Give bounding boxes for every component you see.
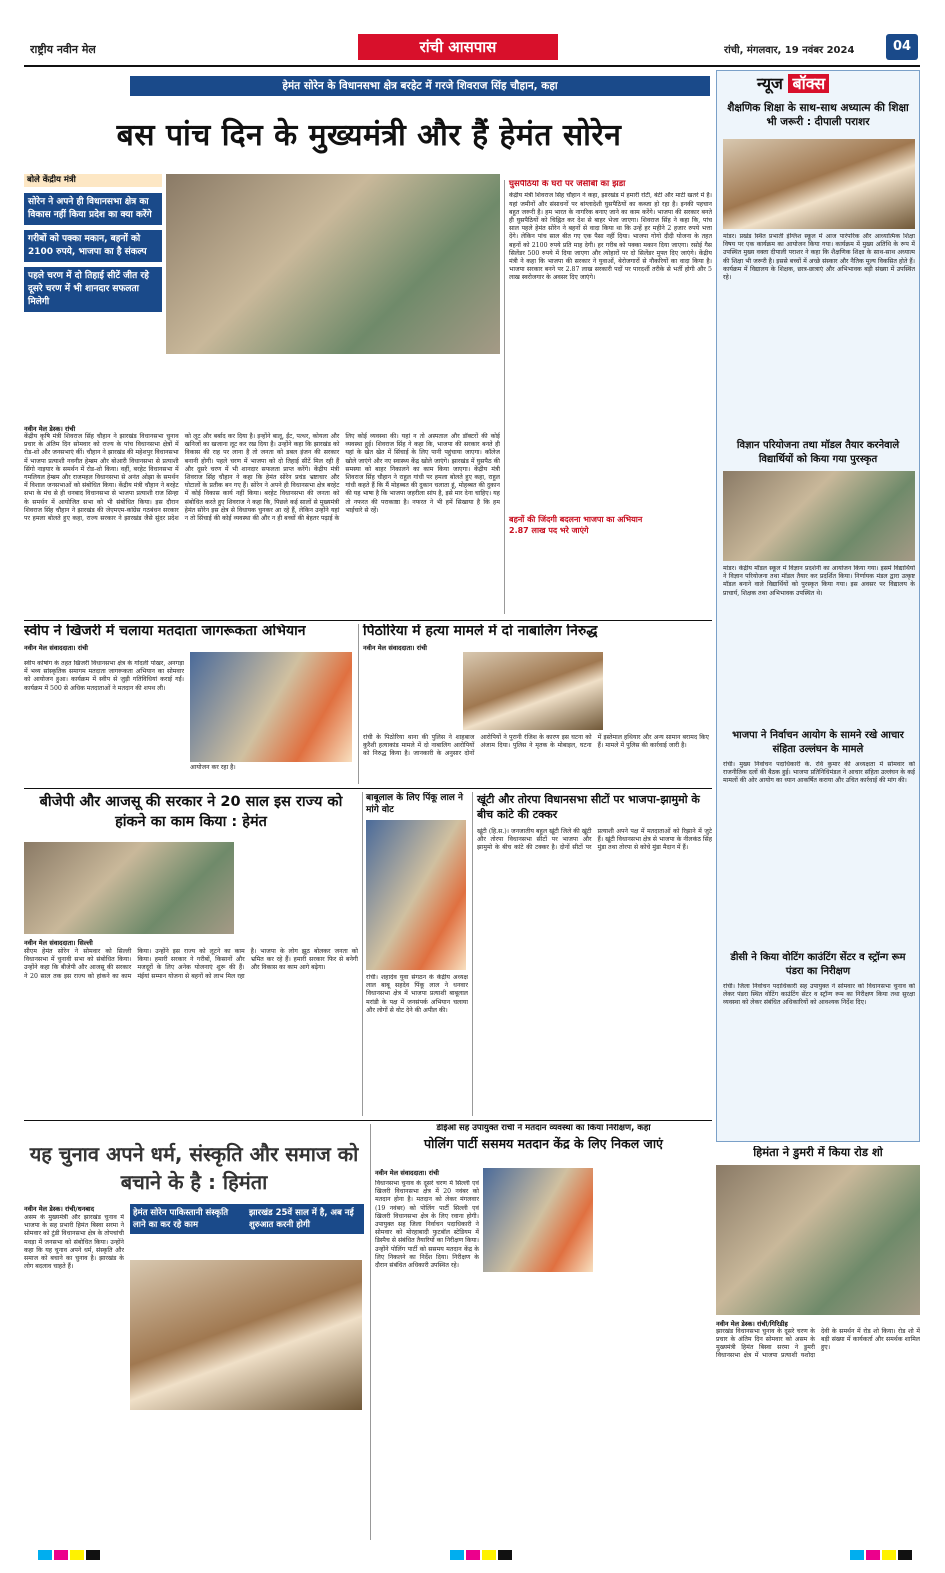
himanta-religion-block: [24, 1140, 364, 1540]
registration-mark-magenta: [54, 1550, 68, 1560]
lead-quote-2: गरीबों को पक्का मकान, बहनों को 2100 रुपये, भाजपा का है संकल्प: [24, 230, 162, 262]
row-rule-2: [24, 788, 712, 789]
lead-headline: बस पांच दिन के मुख्यमंत्री और हैं हेमंत सोरेन: [116, 118, 622, 153]
pithoria-headline: पिठोरिया में हत्या मामले में दो नाबालिग निरुद्ध: [363, 624, 598, 639]
lead-quote-3: पहले चरण में दो तिहाई सीटें जीत रहे दूसरे चरण में भी शानदार सफलता मिलेगी: [24, 267, 162, 312]
sweep-byline: नवीन मेल संवाददाता। रांची: [24, 644, 88, 653]
registration-mark-cyan: [38, 1550, 52, 1560]
babulal-kicker: बाबूलाल के लिए पिंकू लाल ने मांगे वोट: [366, 793, 464, 815]
polling-body: विधानसभा चुनाव के दूसरे चरण में सिल्ली एवं खिजरी विधानसभा क्षेत्र में 20 नवंबर को मतदान होना है। मतदान को लेकर मंगलवार (19 नवंबर) को पोलिंग पार्टी सिल्ली एवं खिजरी विधानसभा क्षेत्र के लिए रवाना होगी। उपायुक्त सह जिला निर्वाचन पदाधिकारी ने सोमवार को मोरहाबादी फुटबॉल स्टेडियम में डिस्पैच से संबंधित तैयारियों का निरीक्षण किया। उन्होंने पोलिंग पार्टी को ससमय मतदान केंद्र के लिए निकलने का निर्देश दिया। निरीक्षण के दौरान संबंधित अधिकारी उपस्थित रहे।: [375, 1180, 479, 1270]
registration-mark-cyan-2: [450, 1550, 464, 1560]
himanta-religion-box-2: झारखंड 25वें साल में है, अब नई शुरुआत करनी होगी: [246, 1204, 364, 1234]
pithoria-photo: [463, 652, 603, 730]
bjp-ajsu-byline: नवीन मेल संवाददाता। सिल्ली: [24, 939, 93, 947]
himanta-religion-photo: [130, 1260, 362, 1410]
lead-photo: [166, 174, 500, 354]
news-item-1-photo: [723, 139, 915, 229]
himanta-dumri-headline: हिमंता ने डुमरी में किया रोड शो: [753, 1146, 883, 1159]
intruders-block: [504, 180, 712, 614]
lead-side-kicker: बोले केंद्रीय मंत्री: [24, 174, 162, 187]
registration-mark-yellow: [70, 1550, 84, 1560]
news-item-1-headline: शैक्षणिक शिक्षा के साथ-साथ अध्यात्म की शिक्षा भी जरूरी : दीपाली पराशर: [727, 102, 909, 128]
sweep-block: [24, 624, 354, 784]
lead-byline: नवीन मेल डेस्क। रांची: [24, 425, 76, 433]
row-rule-1: [24, 620, 712, 621]
bjp-ajsu-headline: बीजेपी और आजसू की सरकार ने 20 साल इस राज्य को हांकने का काम किया : हेमंत: [39, 794, 343, 830]
polling-kicker: डीईओ सह उपायुक्त रांची ने मतदान व्यवस्था का किया निरीक्षण, कहा: [436, 1124, 651, 1133]
polling-byline: नवीन मेल संवाददाता। रांची: [375, 1169, 439, 1177]
himanta-dumri-byline: नवीन मेल डेस्क। रांची/गिरिडीह: [716, 1319, 788, 1328]
intruders-sub-2: 2.87 लाख पद भरे जाएंगे: [509, 526, 589, 536]
section-banner: रांची आसपास: [358, 34, 558, 60]
news-item-2-photo: [723, 471, 915, 561]
news-item-2-body: मांडर। केंद्रीय मॉडल स्कूल में विज्ञान प्रदर्शनी का आयोजन किया गया। इसमें विद्यार्थियों ने विज्ञान परियोजना तथा मॉडल तैयार कर प्रदर्शित किया। निर्णायक मंडल द्वारा उत्कृष्ट मॉडल बनाने वाले विद्यार्थियों को पुरस्कृत किया गया। इस अवसर पर विद्यालय के प्राचार्य, शिक्षक तथा अभिभावक उपस्थित थे।: [723, 565, 915, 597]
bjp-ajsu-block: [24, 792, 358, 1116]
lead-quote-1: सोरेन ने अपने ही विधानसभा क्षेत्र का विकास नहीं किया प्रदेश का क्या करेंगे: [24, 193, 162, 225]
sweep-body: स्वीप कोषांग के तहत खिजरी विधानसभा क्षेत्र के गोंदली पोखर, अनगड़ा में भव्य सांस्कृतिक समागम मतदाता जागरूकता अभियान का सोमवार को आयोजन हुआ। कार्यक्रम में स्वीप से जुड़ी गतिविधियां कराई गईं। कार्यक्रम में 500 से अधिक मतदाताओं ने मतदान की शपथ ली।: [24, 660, 184, 692]
registration-mark-cyan-3: [850, 1550, 864, 1560]
khunti-body: खूंटी (हि.स.)। जनजातीय बहुल खूंटी जिले की खूंटी और तोरपा विधानसभा सीटों पर भाजपा और झामुमो के बीच कांटे की टक्कर है। दोनों सीटों पर प्रत्याशी अपने पक्ष में मतदाताओं को रिझाने में जुटे हैं। खूंटी विधानसभा क्षेत्र से भाजपा के नीलकंठ सिंह मुंडा तथा तोरपा से कोचे मुंडा मैदान में हैं।: [477, 828, 712, 852]
news-box: [716, 70, 920, 1142]
masthead: [24, 34, 920, 64]
news-box-title-a: न्यूज: [757, 74, 783, 93]
news-box-title: [757, 75, 829, 93]
pithoria-byline: नवीन मेल संवाददाता। रांची: [363, 644, 427, 653]
himanta-religion-box-1: हेमंत सोरेन पाकिस्तानी संस्कृति लाने का कर रहे काम: [130, 1204, 246, 1234]
intruders-kicker: घुसपैठियों के घरों पर जेसीबी का झंडा: [509, 180, 626, 189]
news-item-4-headline: डीसी ने किया वोटिंग काउंटिंग सेंटर व स्ट्रॉन्ग रूम पंडरा का निरीक्षण: [730, 952, 906, 977]
registration-mark-yellow-3: [882, 1550, 896, 1560]
sweep-caption: आयोजन कर रहा है।: [190, 764, 236, 771]
registration-mark-yellow-2: [482, 1550, 496, 1560]
registration-mark-black-3: [898, 1550, 912, 1560]
paper-name: राष्ट्रीय नवीन मेल: [30, 43, 96, 56]
sweep-photo: [190, 652, 352, 762]
bjp-ajsu-body: सीएम हेमंत सोरेन ने सोमवार को सिल्ली विधानसभा में चुनावी सभा को संबोधित किया। उन्होंने कहा कि बीजेपी और आजसू की सरकार ने 20 साल तक इस राज्य को हांकने का काम किया। उन्होंने इस राज्य को लूटने का काम किया। हमारी सरकार ने गरीबों, किसानों और मजदूरों के लिए अनेक योजनाएं शुरू की हैं। मंईयां सम्मान योजना से बहनों को लाभ मिल रहा है। भाजपा के लोग झूठ बोलकर जनता को भ्रमित कर रहे हैं। हमारी सरकार फिर से बनेगी और विकास का काम आगे बढ़ेगा।: [24, 948, 358, 980]
bjp-ajsu-photo: [24, 842, 234, 934]
khunti-block: [472, 792, 712, 1116]
intruders-sub-1: बहनों की जिंदगी बदलना भाजपा का अभियान: [509, 515, 643, 525]
himanta-religion-body: असम के मुख्यमंत्री और झारखंड चुनाव में भाजपा के सह प्रभारी हिमंत बिस्वा सरमा ने सोमवार को टुंडी विधानसभा क्षेत्र के तोपचांची मवड़ा में जनसभा को संबोधित किया। उन्होंने कहा कि यह चुनाव अपने धर्म, संस्कृति और समाज को बचाने का चुनाव है। झारखंड के लोग बदलाव चाहते हैं।: [24, 1214, 124, 1271]
polling-headline: पोलिंग पार्टी ससमय मतदान केंद्र के लिए निकल जाएं: [424, 1136, 663, 1152]
intruders-body: केंद्रीय मंत्री शिवराज सिंह चौहान ने कहा, झारखंड में हमारी रोटी, बेटी और माटी खतरे में है। यहां जमीनों और संसाधनों पर बांग्लादेशी घुसपैठियों का कब्जा हो रहा है। इनकी पहचान बहुत जरूरी है। हम भारत के नागरिक बनाए जाने का काम करेंगे। भाजपा की सरकार बनते ही घुसपैठियों को चिह्नित कर देश से बाहर भेजा जाएगा। शिवराज सिंह ने कहा कि, पांच साल पहले हेमंत सोरेन ने बहनों से वादा किया था कि उन्हें हर महीने 2 हजार रुपये भत्ता देंगे। लेकिन पांच साल बीत गए एक पैसा नहीं दिया। भाजपा गोगो दीदी योजना के तहत बहनों को 2100 रुपये प्रति माह देगी। हर गरीब को पक्का मकान दिया जाएगा। रसोई गैस सिलेंडर 500 रुपये में दिया जाएगा और त्योहारों पर दो सिलेंडर मुफ्त दिए जाएंगे। केंद्रीय मंत्री ने कहा कि भाजपा की सरकार ने युवाओं, बेरोजगारों से नौकरियों का वादा किया है। भाजपा सरकार बनने पर 2.87 लाख सरकारी पदों पर पारदर्शी तरीके से भर्ती होगी और 5 लाख स्वरोजगार के अवसर दिए जाएंगे।: [509, 192, 712, 282]
registration-mark-black: [86, 1550, 100, 1560]
pithoria-block: [358, 624, 712, 784]
himanta-religion-headline: यह चुनाव अपने धर्म, संस्कृति और समाज को बचाने के है : हिमंता: [29, 1142, 359, 1194]
babulal-body: रांची। शहादेव युवा संगठन के केंद्रीय अध्यक्ष लाल बाबू सहदेव पिंकू लाल ने धनवार विधानसभा क्षेत्र में भाजपा प्रत्याशी बाबूलाल मरांडी के पक्ष में जनसंपर्क अभियान चलाया और लोगों से वोट देने की अपील की।: [366, 974, 468, 1014]
row-rule-3: [24, 1120, 712, 1121]
pithoria-body: रांची के पिठोरिया थाना की पुलिस ने शाहबाज कुरैशी हत्याकांड मामले में दो नाबालिग आरोपियों को निरुद्ध किया है। जानकारी के अनुसार दोनों आरोपियों ने पुरानी रंजिश के कारण इस घटना को अंजाम दिया। पुलिस ने मृतक के मोबाइल, घटना में इस्तेमाल हथियार और अन्य सामान बरामद किए हैं। मामले में पुलिस की कार्रवाई जारी है।: [363, 734, 709, 758]
himanta-dumri-photo: [716, 1165, 920, 1315]
sweep-headline: स्वीप ने खिजरी में चलाया मतदाता जागरूकता अभियान: [24, 624, 306, 639]
news-box-title-b: बॉक्स: [788, 74, 829, 93]
lead-quotes: [24, 174, 162, 424]
registration-mark-magenta-2: [466, 1550, 480, 1560]
news-item-3-body: रांची। मुख्य निर्वाचन पदाधिकारी के. रवि कुमार की अध्यक्षता में सोमवार को राजनीतिक दलों की बैठक हुई। भाजपा प्रतिनिधिमंडल ने आचार संहिता उल्लंघन के कई मामलों की ओर आयोग का ध्यान आकर्षित कराया और उचित कार्रवाई की मांग की।: [723, 761, 915, 785]
himanta-dumri-body: झारखंड विधानसभा चुनाव के दूसरे चरण के प्रचार के अंतिम दिन सोमवार को असम के मुख्यमंत्री हिमंत बिस्वा सरमा ने डुमरी विधानसभा क्षेत्र में भाजपा प्रत्याशी यशोदा देवी के समर्थन में रोड शो किया। रोड शो में बड़ी संख्या में कार्यकर्ता और समर्थक शामिल हुए।: [716, 1327, 920, 1360]
registration-mark-magenta-3: [866, 1550, 880, 1560]
lead-body-wrap: [24, 424, 500, 614]
babulal-block: [362, 792, 468, 1116]
khunti-headline: खूंटी और तोरपा विधानसभा सीटों पर भाजपा-झामुमो के बीच कांटे की टक्कर: [477, 793, 700, 821]
lead-kicker: हेमंत सोरेन के विधानसभा क्षेत्र बरहेट में गरजे शिवराज सिंह चौहान, कहा: [130, 76, 710, 96]
polling-photo: [483, 1168, 593, 1272]
registration-mark-black-2: [498, 1550, 512, 1560]
lead-body: केंद्रीय कृषि मंत्री शिवराज सिंह चौहान ने झारखंड विधानसभा चुनाव प्रचार के अंतिम दिन सोमवार को राज्य के पांच विधानसभा क्षेत्रों में रोड-शो और जनसभाएं कीं। चौहान ने झारखंड की महेशपुर विधानसभा में भाजपा प्रत्याशी नवनीत हेम्ब्रम और बोआरी विधानसभा से प्रत्याशी सिंगो नाइयार के समर्थन में रोड-शो किया। वहीं, बरहेट विधानसभा में गमलियल हेम्ब्रम और राजमहल विधानसभा से अनंत ओझा के समर्थन में विशाल जनसभाओं को संबोधित किया। केंद्रीय मंत्री चौहान ने बरहेट सभा के मंच से ही धनबाद विधानसभा से भाजपा प्रत्याशी राज सिन्हा के समर्थन में आयोजित सभा को भी संबोधित किया। इस दौरान शिवराज सिंह चौहान ने झारखंड की जेएमएम-कांग्रेस गठबंधन सरकार पर हमला बोलते हुए कहा, राज्य सरकार ने झारखंड जैसे सुंदर प्रदेश को लूट और बर्बाद कर दिया है। इन्होंने बालू, ईंट, पत्थर, कोयला और खनिजों का खजाना लूट कर रख दिया है। उन्होंने कहा कि झारखंड को विकास की राह पर लाना है तो जनता को डबल इंजन की सरकार बनानी होगी। पहले चरण में भाजपा को दो तिहाई सीटें मिल रही हैं और दूसरे चरण में भी शानदार सफलता प्राप्त करेंगे। केंद्रीय मंत्री शिवराज सिंह चौहान ने कहा कि हेमंत सोरेन प्रचंड भ्रष्टाचार और घोटालों के प्रतीक बन गए हैं। सोरेन ने अपने ही विधानसभा क्षेत्र बरहेट में कोई विकास कार्य नहीं किया। बरहेट विधानसभा की जनता को संबोधित करते हुए शिवराज ने कहा कि, पिछले कई सालों से मुख्यमंत्री हेमंत सोरेन इस क्षेत्र से विधायक चुनकर आ रहे हैं, लेकिन उन्होंने यहां न तो सिंचाई की कोई व्यवस्था की और न ही बच्चों की बेहतर पढ़ाई के लिए कोई व्यवस्था की। यहां न तो अस्पताल और डॉक्टरों की कोई व्यवस्था हुई। शिवराज सिंह ने कहा कि, भाजपा की सरकार बनते ही यहां के खेत खेत में सिंचाई के लिए पानी पहुंचाया जाएगा। कॉलेज खोले जाएंगे और नए स्वास्थ्य केंद्र खोले जाएंगे। झारखंड में घुसपैठ की समस्या को बाहर निकालने का काम किया जाएगा। केंद्रीय मंत्री शिवराज सिंह चौहान ने राहुल गांधी पर हमला बोलते हुए कहा, राहुल गांधी कहते हैं कि मैं मोहब्बत की दुकान चलाता हूं, मोहब्बत की दुकान की यह भाषा है कि भाजपा जहरीला सांप है, इसे मार देना चाहिए। यह तो नफरत की पराकाष्ठा है। नफरत ने भी हमें सिखाया है कि हम भाईचारे से रहें।: [24, 433, 500, 523]
masthead-rule: [24, 65, 920, 67]
himanta-dumri-block: [716, 1146, 920, 1540]
news-item-3-headline: भाजपा ने निर्वाचन आयोग के सामने रखे आचार संहिता उल्लंघन के मामले: [732, 730, 904, 755]
news-item-4-body: रांची। जिला निर्वाचन पदाधिकारी सह उपायुक्त ने सोमवार को विधानसभा चुनाव को लेकर पंडरा स्थित वोटिंग काउंटिंग सेंटर व स्ट्रॉन्ग रूम का निरीक्षण किया तथा सुरक्षा व्यवस्था को लेकर संबंधित अधिकारियों को आवश्यक निर्देश दिए।: [723, 983, 915, 1007]
babulal-photo: [366, 820, 466, 970]
page-number: 04: [886, 34, 918, 60]
date-line: रांची, मंगलवार, 19 नवंबर 2024: [724, 45, 855, 56]
news-item-1-body: मांडर। प्रखंड स्थित प्रभाती इंग्लिश स्कूल में आज पारंपरिक और आध्यात्मिक शिक्षा विषय पर एक कार्यक्रम का आयोजन किया गया। कार्यक्रम में मुख्य अतिथि के रूप में उपस्थित मुख्य वक्ता दीपाली पराशर ने कहा कि शैक्षणिक शिक्षा के साथ-साथ अध्यात्म की शिक्षा भी जरूरी है। इससे बच्चों में अच्छे संस्कार और नैतिक मूल्य विकसित होते हैं। कार्यक्रम में विद्यालय के शिक्षक, छात्र-छात्राएं और अभिभावक बड़ी संख्या में उपस्थित रहे।: [723, 233, 915, 282]
news-item-2-headline: विज्ञान परियोजना तथा मॉडल तैयार करनेवाले विद्यार्थियों को किया गया पुरस्कृत: [736, 440, 900, 465]
polling-block: [370, 1124, 712, 1540]
himanta-religion-byline: नवीन मेल डेस्क। रांची/धनबाद: [24, 1205, 95, 1213]
